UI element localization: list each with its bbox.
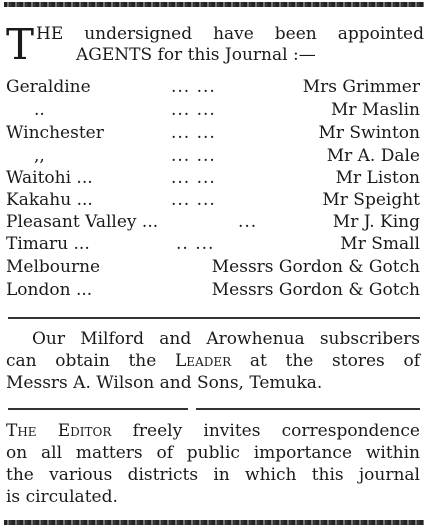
agent-name: Mr Speight (322, 190, 420, 210)
agent-name: Messrs Gordon & Gotch (211, 280, 420, 300)
agent-row (6, 211, 420, 233)
agent-name: Messrs Gordon & Gotch (211, 257, 420, 277)
agent-row (6, 122, 420, 144)
agent-place: Winchester (6, 123, 104, 143)
editor-line-1 (6, 420, 420, 442)
agent-name: Mr Small (340, 234, 420, 254)
agent-row (6, 256, 420, 278)
subscribers-text: at the stores of (231, 351, 420, 371)
agent-place: .. (34, 100, 45, 120)
leader-dots: ... ... (171, 168, 216, 188)
leader-dots: ... ... (171, 100, 216, 120)
agent-row (6, 189, 420, 211)
agent-row (6, 76, 420, 98)
agent-place: Pleasant Valley ... (6, 212, 159, 232)
agent-name: Mr J. King (332, 212, 420, 232)
subscribers-notice (6, 328, 420, 394)
leader-title: Leader (175, 351, 232, 371)
subscribers-line-1: Our Milford and Arowhenua subscribers (32, 329, 420, 349)
editor-line-2: on all matters of public importance within (6, 443, 420, 463)
editor-title: The Editor (6, 421, 112, 441)
subscribers-line-3: Messrs A. Wilson and Sons, Temuka. (6, 373, 323, 393)
agent-row (6, 167, 420, 189)
top-rule (4, 2, 424, 7)
editor-line-3: the various districts in which this journal (6, 465, 420, 485)
agent-place: London ... (6, 280, 93, 300)
drop-cap: T (6, 20, 35, 69)
leader-dots: ... ... (171, 123, 216, 143)
agent-row (6, 99, 420, 121)
leader-dots: ... ... (171, 77, 216, 97)
notice-line-1: HE undersigned have been appointed (36, 24, 424, 44)
leader-dots: ... ... (171, 146, 216, 166)
agent-place: Kakahu ... (6, 190, 93, 210)
agent-name: Mr A. Dale (326, 146, 420, 166)
section-divider-left (8, 408, 188, 410)
agent-place: Waitohi ... (6, 168, 93, 188)
leader-dots: .. ... (176, 234, 215, 254)
subscribers-text: can obtain the (6, 351, 176, 371)
agent-place: Geraldine (6, 77, 91, 97)
agent-place: Melbourne (6, 257, 101, 277)
bottom-rule (4, 520, 424, 525)
editor-notice (6, 420, 420, 508)
agent-row (6, 145, 420, 167)
editor-line-4: is circulated. (6, 487, 118, 507)
agent-place: Timaru ... (6, 234, 90, 254)
leader-dots: ... (238, 212, 258, 232)
editor-text: freely invites correspondence (111, 421, 420, 441)
agent-place: ,, (34, 146, 45, 166)
notice-line-2: AGENTS for this Journal :— (76, 45, 316, 65)
agent-name: Mr Liston (335, 168, 420, 188)
agents-notice-heading (6, 20, 424, 69)
agent-row (6, 233, 420, 255)
agent-name: Mr Maslin (330, 100, 420, 120)
agent-name: Mr Swinton (318, 123, 420, 143)
section-divider-right (196, 408, 420, 410)
agent-row (6, 279, 420, 301)
agent-name: Mrs Grimmer (302, 77, 420, 97)
subscribers-line-2 (6, 350, 420, 372)
leader-dots: ... ... (171, 190, 216, 210)
section-divider (8, 317, 420, 319)
